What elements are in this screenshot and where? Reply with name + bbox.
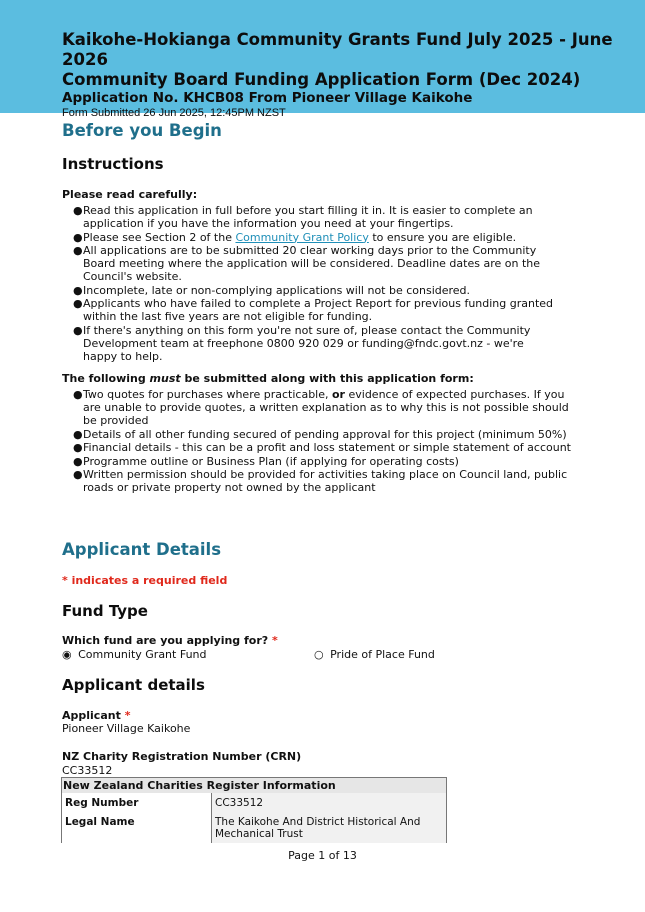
applicant-details-subheading: Applicant details (62, 676, 205, 694)
form-subtitle: Community Board Funding Application Form (Dec 2024) (62, 70, 581, 89)
table-row (62, 812, 447, 843)
form-title: Kaikohe-Hokianga Community Grants Fund July 2025 - June 2026 (62, 30, 613, 69)
radio-selected-icon: ◉ (62, 648, 72, 661)
list-item: ● Incomplete, late or non-complying applications will not be considered. (73, 283, 471, 297)
radio-label: Community Grant Fund (78, 648, 207, 661)
bullet-icon: ● (73, 388, 83, 401)
list-item: ● Details of all other funding secured of pending approval for this project (minimum 50%) (73, 427, 567, 441)
read-carefully-label: Please read carefully: (62, 188, 198, 201)
list-item: ● Two quotes for purchases where practicable, or evidence of expected purchases. If you are unable to provide quotes, a written explanation as to why this is not possible should be provided (73, 388, 569, 427)
required-star: * (272, 634, 278, 647)
application-number: Application No. KHCB08 From Pioneer Village Kaikohe (62, 90, 473, 106)
applicant-value: Pioneer Village Kaikohe (62, 722, 191, 735)
bullet-icon: ● (73, 441, 83, 454)
radio-community-grant-fund[interactable] (62, 648, 207, 661)
bullet-icon: ● (73, 323, 83, 337)
bullet-icon: ● (73, 204, 83, 217)
table-key: Legal Name (62, 812, 212, 843)
list-item: ● Written permission should be provided for activities taking place on Council land, public roads or private property not owned by the applicant (73, 468, 568, 494)
list-item: ● Applicants who have failed to complete a Project Report for previous funding granted within the last five years are not eligible for funding. (73, 297, 554, 323)
list-item: ● If there's anything on this form you're not sure of, please contact the Community Development team at freephone 0800 920 029 or funding@fndc.govt.nz - we're happy to help. (73, 323, 531, 363)
table-value: The Kaikohe And District Historical And Mechanical Trust (212, 812, 447, 843)
instructions-heading: Instructions (62, 155, 164, 173)
charities-register-title: New Zealand Charities Register Information (62, 778, 447, 794)
bullet-icon: ● (73, 283, 83, 297)
list-item: ● Read this application in full before you start filling it in. It is easier to complete an application if you have the information you need at your fingertips. (73, 204, 533, 230)
crn-label: NZ Charity Registration Number (CRN) (62, 750, 302, 763)
page-number: Page 1 of 13 (288, 849, 357, 862)
radio-pride-of-place-fund[interactable] (314, 648, 435, 661)
fund-type-heading: Fund Type (62, 602, 148, 620)
bullet-icon: ● (73, 468, 83, 481)
must-submit-label: The following must be submitted along with this application form: (62, 372, 474, 385)
table-key: Reg Number (62, 793, 212, 812)
table-row (62, 793, 447, 812)
list-item: ● Programme outline or Business Plan (if applying for operating costs) (73, 454, 459, 468)
submitted-timestamp: Form Submitted 26 Jun 2025, 12:45PM NZST (62, 107, 286, 119)
bullet-icon: ● (73, 230, 83, 244)
list-item: ● Please see Section 2 of the Community Grant Policy to ensure you are eligible. (73, 230, 517, 244)
community-grant-policy-link[interactable]: Community Grant Policy (235, 230, 369, 244)
radio-unselected-icon: ○ (314, 648, 324, 661)
required-star: * (124, 709, 131, 722)
bullet-icon: ● (73, 297, 83, 310)
applicant-details-heading: Applicant Details (62, 540, 222, 559)
bullet-icon: ● (73, 244, 83, 257)
bullet-icon: ● (73, 454, 83, 468)
crn-value: CC33512 (62, 764, 113, 777)
fund-question-label: Which fund are you applying for? * (62, 634, 278, 647)
required-field-note: * indicates a required field (62, 574, 228, 587)
table-value: CC33512 (212, 793, 447, 812)
radio-label: Pride of Place Fund (330, 648, 435, 661)
applicant-label: Applicant * (62, 709, 131, 722)
page-header (0, 0, 645, 119)
before-you-begin-heading: Before you Begin (62, 121, 222, 140)
list-item: ● Financial details - this can be a profit and loss statement or simple statement of account (73, 441, 571, 454)
bullet-icon: ● (73, 427, 83, 441)
instructions-list (73, 204, 558, 363)
requirements-list (73, 388, 573, 495)
charities-register-table (61, 777, 447, 843)
list-item: ● All applications are to be submitted 20 clear working days prior to the Community Board meeting where the application will be considered. Deadline dates are on the Council's website. (73, 244, 540, 283)
